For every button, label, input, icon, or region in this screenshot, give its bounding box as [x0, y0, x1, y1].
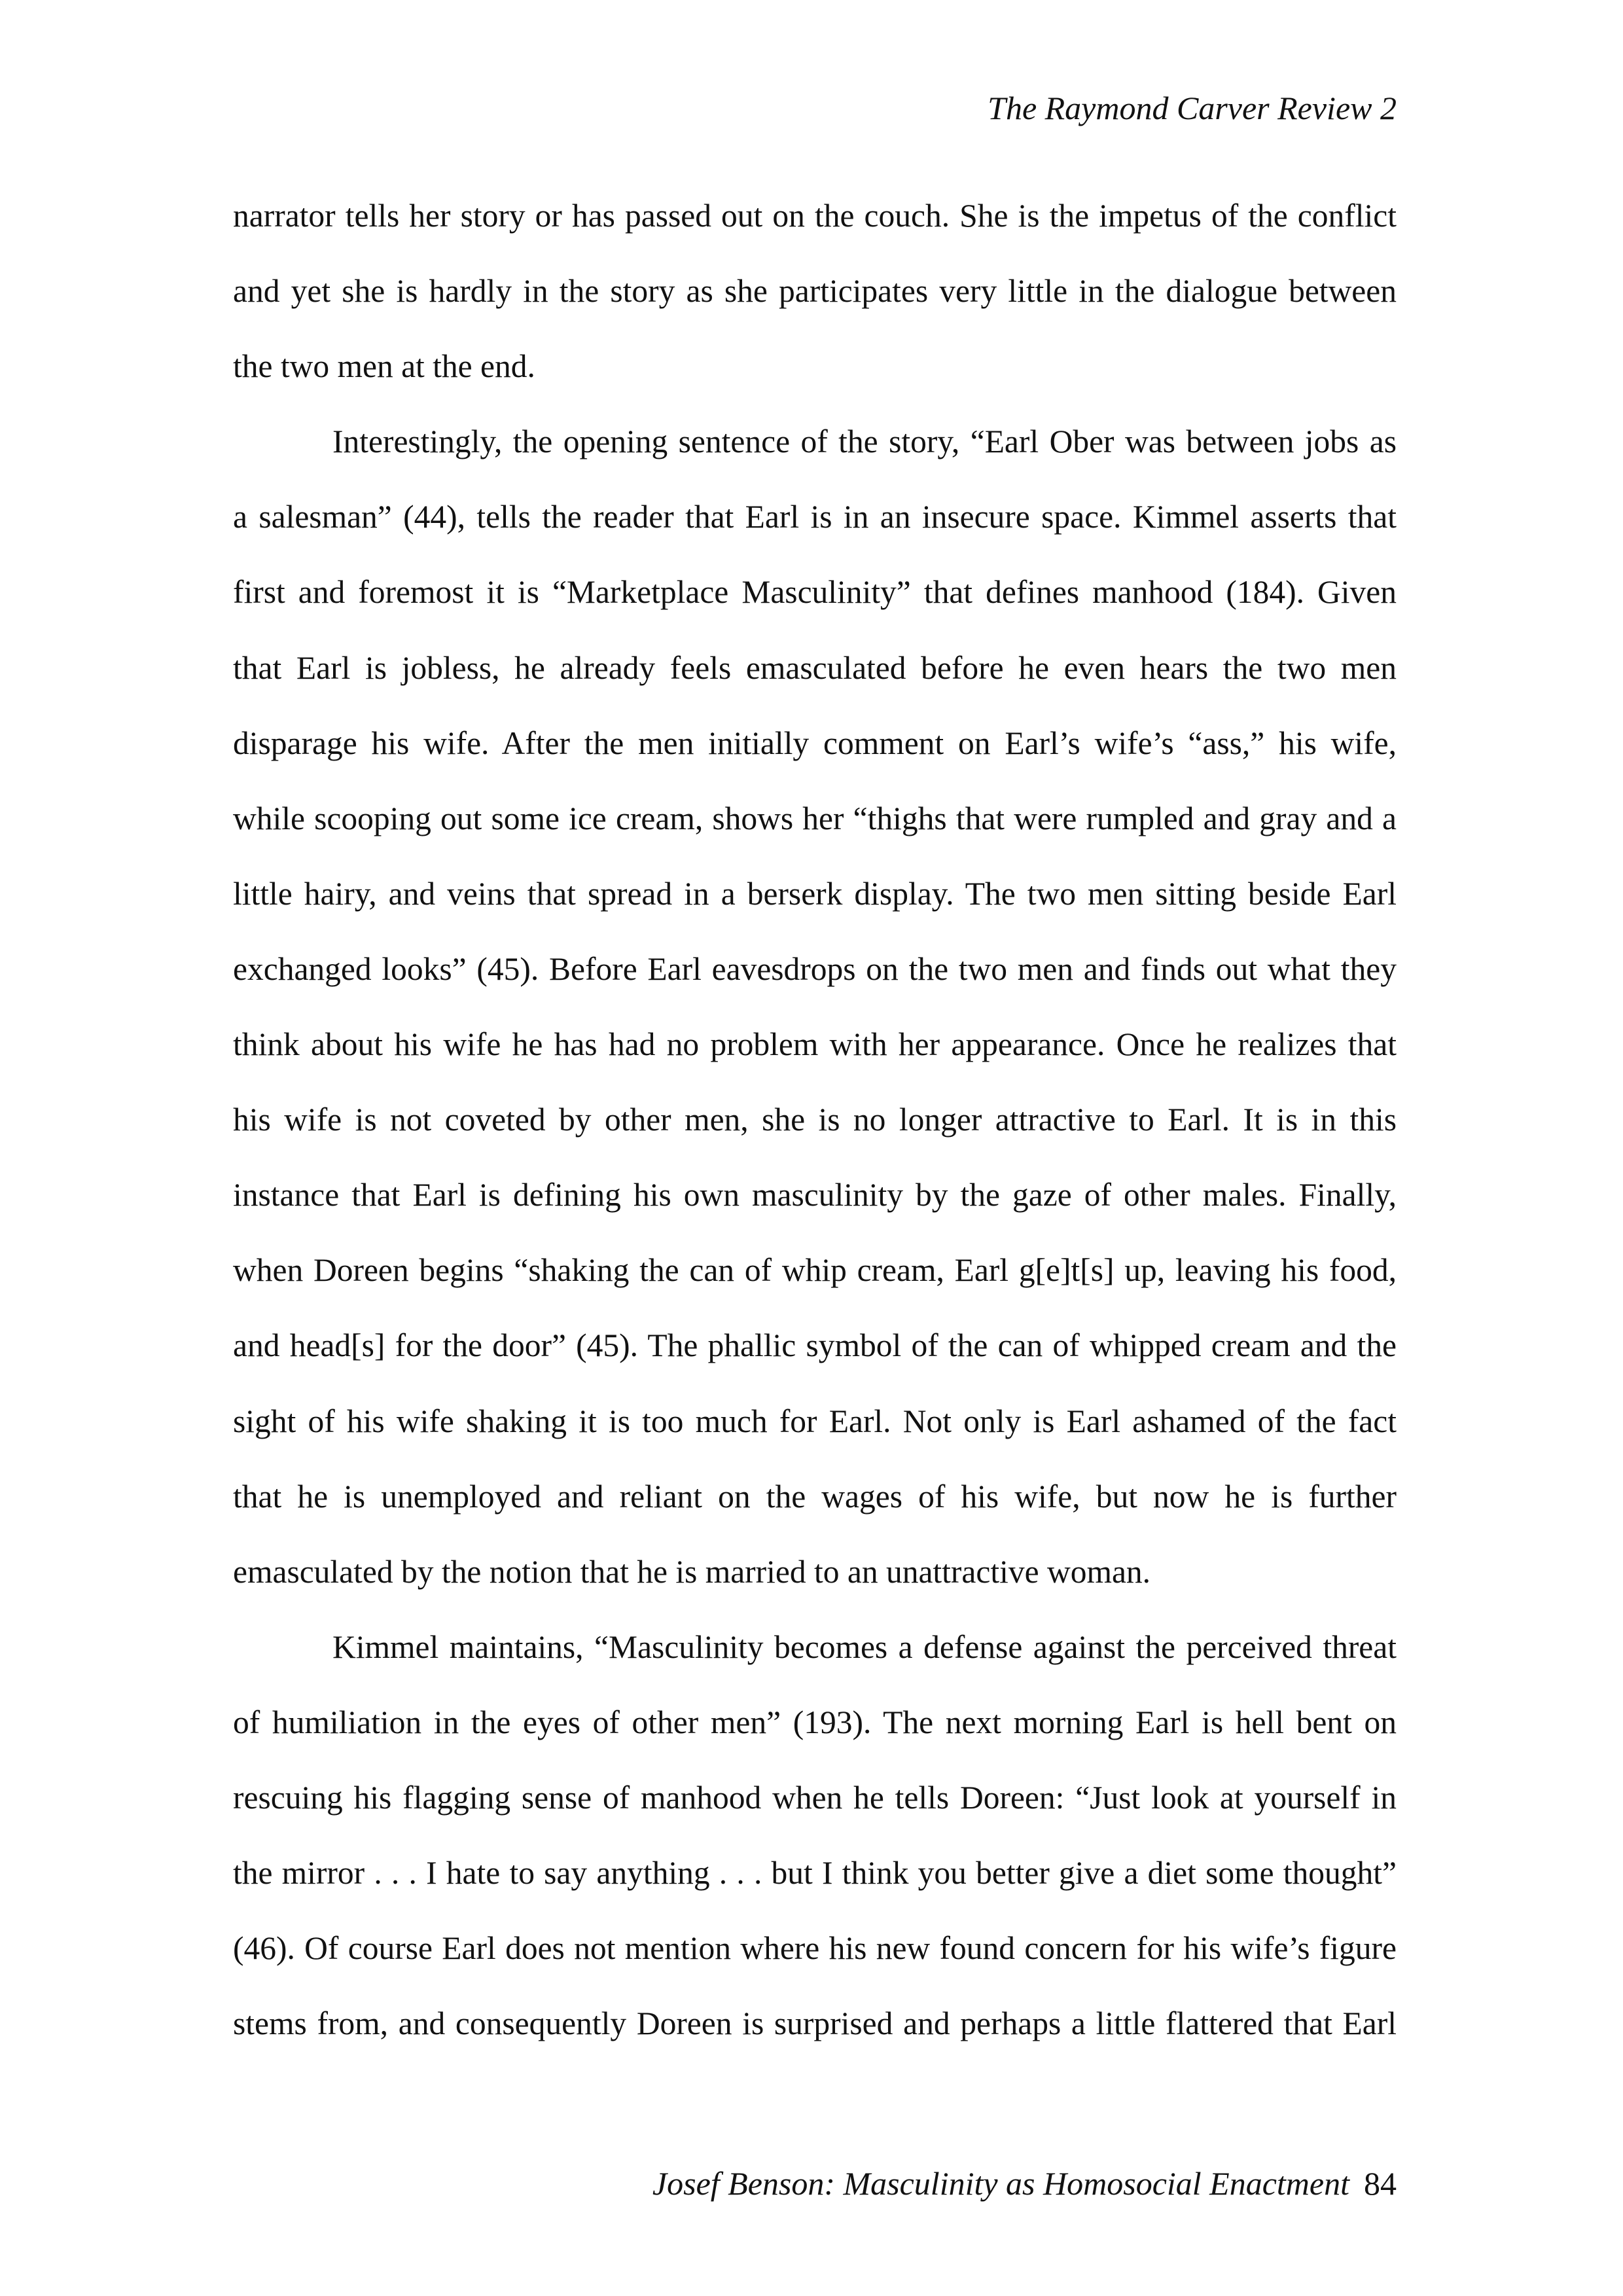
text-line: while scooping out some ice cream, shows her “thighs that were rumpled and gray and a: [233, 800, 1397, 836]
body-text: [233, 200, 1397, 2083]
text-line: sight of his wife shaking it is too much for Earl. Not only is Earl ashamed of the fact: [233, 1403, 1397, 1439]
footer-article-title: Josef Benson: Masculinity as Homosocial Enactment: [652, 2165, 1349, 2202]
text-line: that Earl is jobless, he already feels emasculated before he even hears the two men: [233, 649, 1397, 686]
text-line: that he is unemployed and reliant on the wages of his wife, but now he is further: [233, 1478, 1397, 1515]
text-line: instance that Earl is defining his own masculinity by the gaze of other males. Finally,: [233, 1177, 1397, 1213]
text-line: rescuing his flagging sense of manhood when he tells Doreen: “Just look at yourself in: [233, 1779, 1397, 1816]
text-line: the two men at the end.: [233, 348, 535, 385]
text-line: and head[s] for the door” (45). The phallic symbol of the can of whipped cream and the: [233, 1327, 1397, 1364]
text-line: think about his wife he has had no problem with her appearance. Once he realizes that: [233, 1026, 1397, 1063]
text-line: narrator tells her story or has passed out on the couch. She is the impetus of the conflict: [233, 198, 1397, 234]
text-line: the mirror . . . I hate to say anything . . . but I think you better give a diet some thought”: [233, 1855, 1397, 1892]
paragraph-first-line: Interestingly, the opening sentence of the story, “Earl Ober was between jobs as: [332, 423, 1397, 460]
text-line: first and foremost it is “Marketplace Masculinity” that defines manhood (184). Given: [233, 574, 1397, 611]
text-line: little hairy, and veins that spread in a berserk display. The two men sitting beside Earl: [233, 875, 1397, 912]
text-line: stems from, and consequently Doreen is surprised and perhaps a little flattered that Earl: [233, 2005, 1397, 2042]
text-line: of humiliation in the eyes of other men” (193). The next morning Earl is hell bent on: [233, 1704, 1397, 1740]
text-line: emasculated by the notion that he is married to an unattractive woman.: [233, 1553, 1151, 1590]
running-header-title: The Raymond Carver Review 2: [988, 90, 1397, 126]
running-footer: [652, 2167, 1397, 2200]
text-line: and yet she is hardly in the story as she participates very little in the dialogue between: [233, 273, 1397, 310]
text-line: when Doreen begins “shaking the can of whip cream, Earl g[e]t[s] up, leaving his food,: [233, 1252, 1397, 1289]
page-number: 84: [1364, 2165, 1397, 2202]
text-line: his wife is not coveted by other men, she is no longer attractive to Earl. It is in this: [233, 1102, 1397, 1138]
text-line: a salesman” (44), tells the reader that Earl is in an insecure space. Kimmel asserts that: [233, 499, 1397, 535]
paragraph-first-line: Kimmel maintains, “Masculinity becomes a defense against the perceived threat: [332, 1628, 1397, 1665]
text-line: (46). Of course Earl does not mention where his new found concern for his wife’s figure: [233, 1930, 1397, 1967]
text-line: exchanged looks” (45). Before Earl eavesdrops on the two men and finds out what they: [233, 950, 1397, 987]
text-line: disparage his wife. After the men initially comment on Earl’s wife’s “ass,” his wife,: [233, 725, 1397, 761]
